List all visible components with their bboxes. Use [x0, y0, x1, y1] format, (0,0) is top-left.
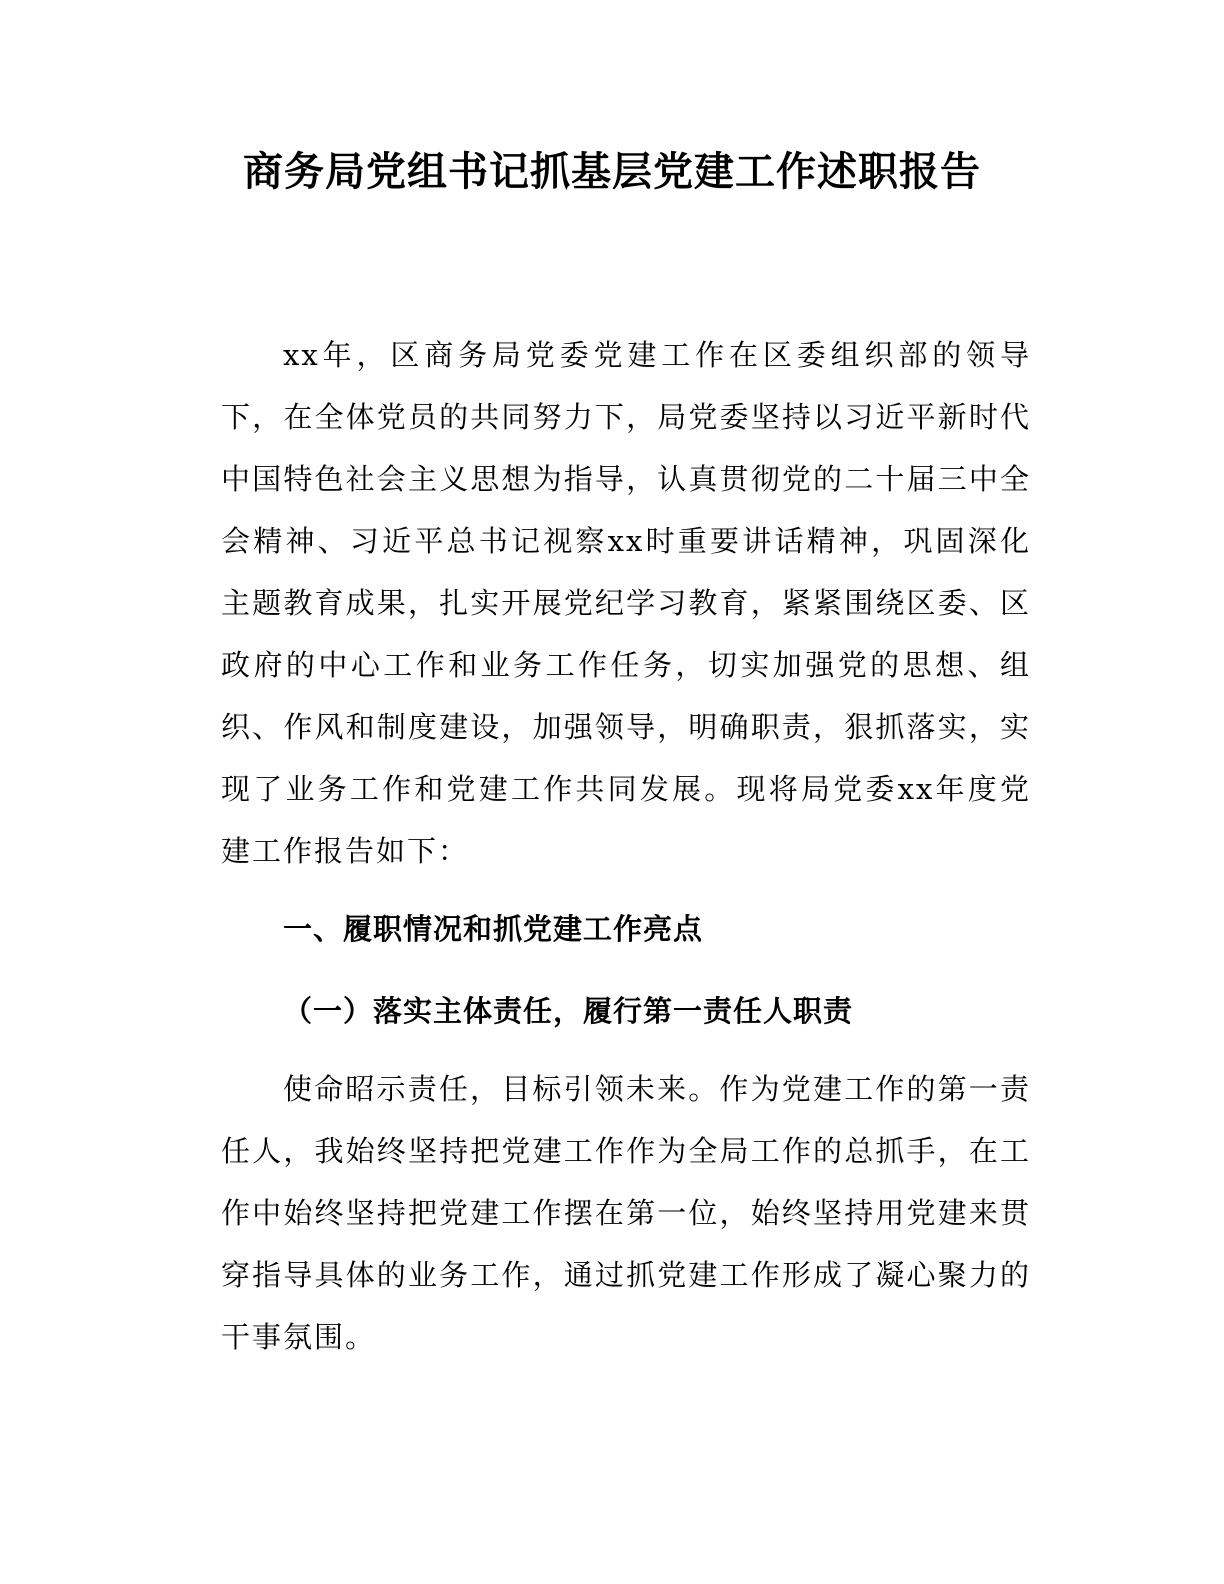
document-title: 商务局党组书记抓基层党建工作述职报告 [243, 149, 981, 195]
section-heading: 一、履职情况和抓党建工作亮点 [283, 912, 704, 946]
subsection-paragraph: 使命昭示责任，目标引领未来。作为党建工作的第一责任人，我始终坚持把党建工作作为全局工作的总抓手，在工作中始终坚持把党建工作摆在第一位，始终坚持用党建来贯穿指导具体的业务工作，通过抓党建工作形成了凝心聚力的干事氛围。 [221, 1072, 1031, 1354]
subsection-heading-block [283, 980, 1093, 1042]
intro-paragraph: xx年，区商务局党委党建工作在区委组织部的领导下，在全体党员的共同努力下，局党委坚持以习近平新时代中国特色社会主义思想为指导，认真贯彻党的二十届三中全会精神、习近平总书记视察xx时重要讲话精神，巩固深化主题教育成果，扎实开展党纪学习教育，紧紧围绕区委、区政府的中心工作和业务工作任务，切实加强党的思想、组织、作风和制度建设，加强领导，明确职责，狠抓落实，实现了业务工作和党建工作共同发展。现将局党委xx年度党建工作报告如下： [221, 338, 1031, 868]
subsection-paragraph-block [221, 1058, 1031, 1368]
intro-paragraph-block [221, 324, 1031, 882]
subsection-heading: （一）落实主体责任，履行第一责任人职责 [283, 994, 854, 1028]
section-heading-block [283, 898, 1093, 960]
